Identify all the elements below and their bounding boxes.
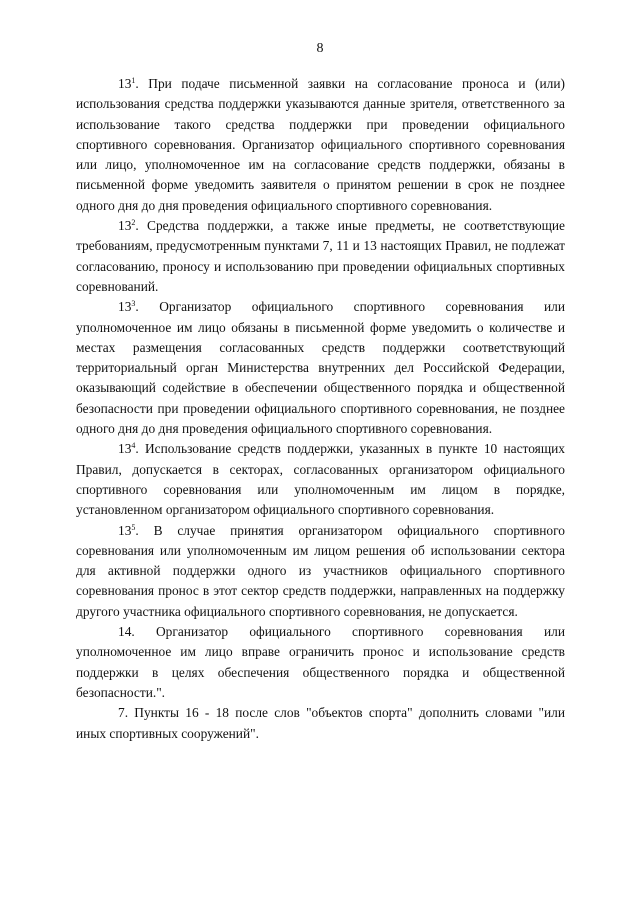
paragraph-number-dot: . bbox=[135, 76, 139, 91]
paragraph-number-dot: . bbox=[135, 218, 139, 234]
paragraph-number-superscript: 1 bbox=[131, 76, 136, 85]
paragraph-number-dot: . bbox=[135, 441, 139, 457]
paragraph-text: Организатор официального спортивного соревнования или уполномоченное им лицо обязаны в письменной форме уведомить о количестве и местах размещения согласованных средств поддержки соответствующий территориальный орган Министерства внутренних дел Российской Федерации, оказывающий содействие в обеспечении общественного порядка и общественной безопасности при проведении официального спортивного соревнования, не позднее одного дня до дня проведения официального спортивного соревнования. bbox=[76, 299, 565, 437]
paragraph-number: 13 bbox=[118, 522, 132, 538]
paragraph-number: 7 bbox=[118, 705, 125, 721]
amendment-item-7 bbox=[76, 703, 565, 744]
paragraph-14 bbox=[76, 622, 565, 703]
paragraph-13-5 bbox=[76, 521, 565, 622]
paragraph-text: При подаче письменной заявки на согласование проноса и (или) использования средства поддержки указываются данные зрителя, ответственного за использование такого средства поддержки при проведении официального спортивного соревнования. Организатор официального спортивного соревнования или лицо, уполномоченное им на согласование средств поддержки, обязаны в письменной форме уведомить заявителя о принятом решении в срок не позднее одного дня до дня проведения официального спортивного соревнования. bbox=[76, 76, 565, 213]
paragraph-number: 13 bbox=[118, 441, 132, 457]
document-body bbox=[76, 74, 565, 744]
paragraph-text: Организатор официального спортивного соревнования или уполномоченное им лицо вправе ограничить пронос и использование средств поддержки в целях обеспечения общественного порядка и общественной безопасности.". bbox=[76, 624, 565, 700]
paragraph-number: 14 bbox=[118, 624, 132, 640]
paragraph-number-dot: . bbox=[131, 624, 135, 640]
paragraph-number-dot: . bbox=[135, 299, 139, 315]
paragraph-number-superscript: 4 bbox=[131, 441, 136, 451]
paragraph-number-superscript: 2 bbox=[131, 218, 136, 228]
paragraph-13-4 bbox=[76, 439, 565, 520]
paragraph-number-superscript: 5 bbox=[131, 522, 136, 532]
paragraph-text: В случае принятия организатором официального спортивного соревнования или уполномоченным им лицом решения об использовании сектора для активной поддержки одного из участников официального спортивного соревнования пронос в этот сектор средств поддержки, направленных на поддержку другого участника официального спортивного соревнования, не допускается. bbox=[76, 522, 565, 619]
paragraph-number-superscript: 3 bbox=[131, 299, 136, 309]
paragraph-13-3 bbox=[76, 297, 565, 439]
paragraph-13-1 bbox=[76, 74, 565, 216]
paragraph-number: 13 bbox=[118, 299, 132, 315]
paragraph-13-2 bbox=[76, 216, 565, 297]
paragraph-number: 13 bbox=[118, 218, 132, 234]
paragraph-number: 13 bbox=[118, 76, 132, 91]
paragraph-number-dot: . bbox=[135, 522, 139, 538]
paragraph-number-dot: . bbox=[124, 705, 129, 721]
page-number: 8 bbox=[316, 41, 324, 56]
paragraph-text: Использование средств поддержки, указанных в пункте 10 настоящих Правил, допускается в секторах, согласованных организатором официального спортивного соревнования или уполномоченным им лицом в порядке, установленном организатором официального спортивного соревнования. bbox=[76, 441, 565, 518]
paragraph-text: Пункты 16 - 18 после слов "объектов спорта" дополнить словами "или иных спортивных сооружений". bbox=[76, 705, 565, 741]
paragraph-text: Средства поддержки, а также иные предметы, не соответствующие требованиям, предусмотренным пунктами 7, 11 и 13 настоящих Правил, не подлежат согласованию, проносу и использованию при проведении официальных спортивных соревнований. bbox=[76, 218, 565, 294]
